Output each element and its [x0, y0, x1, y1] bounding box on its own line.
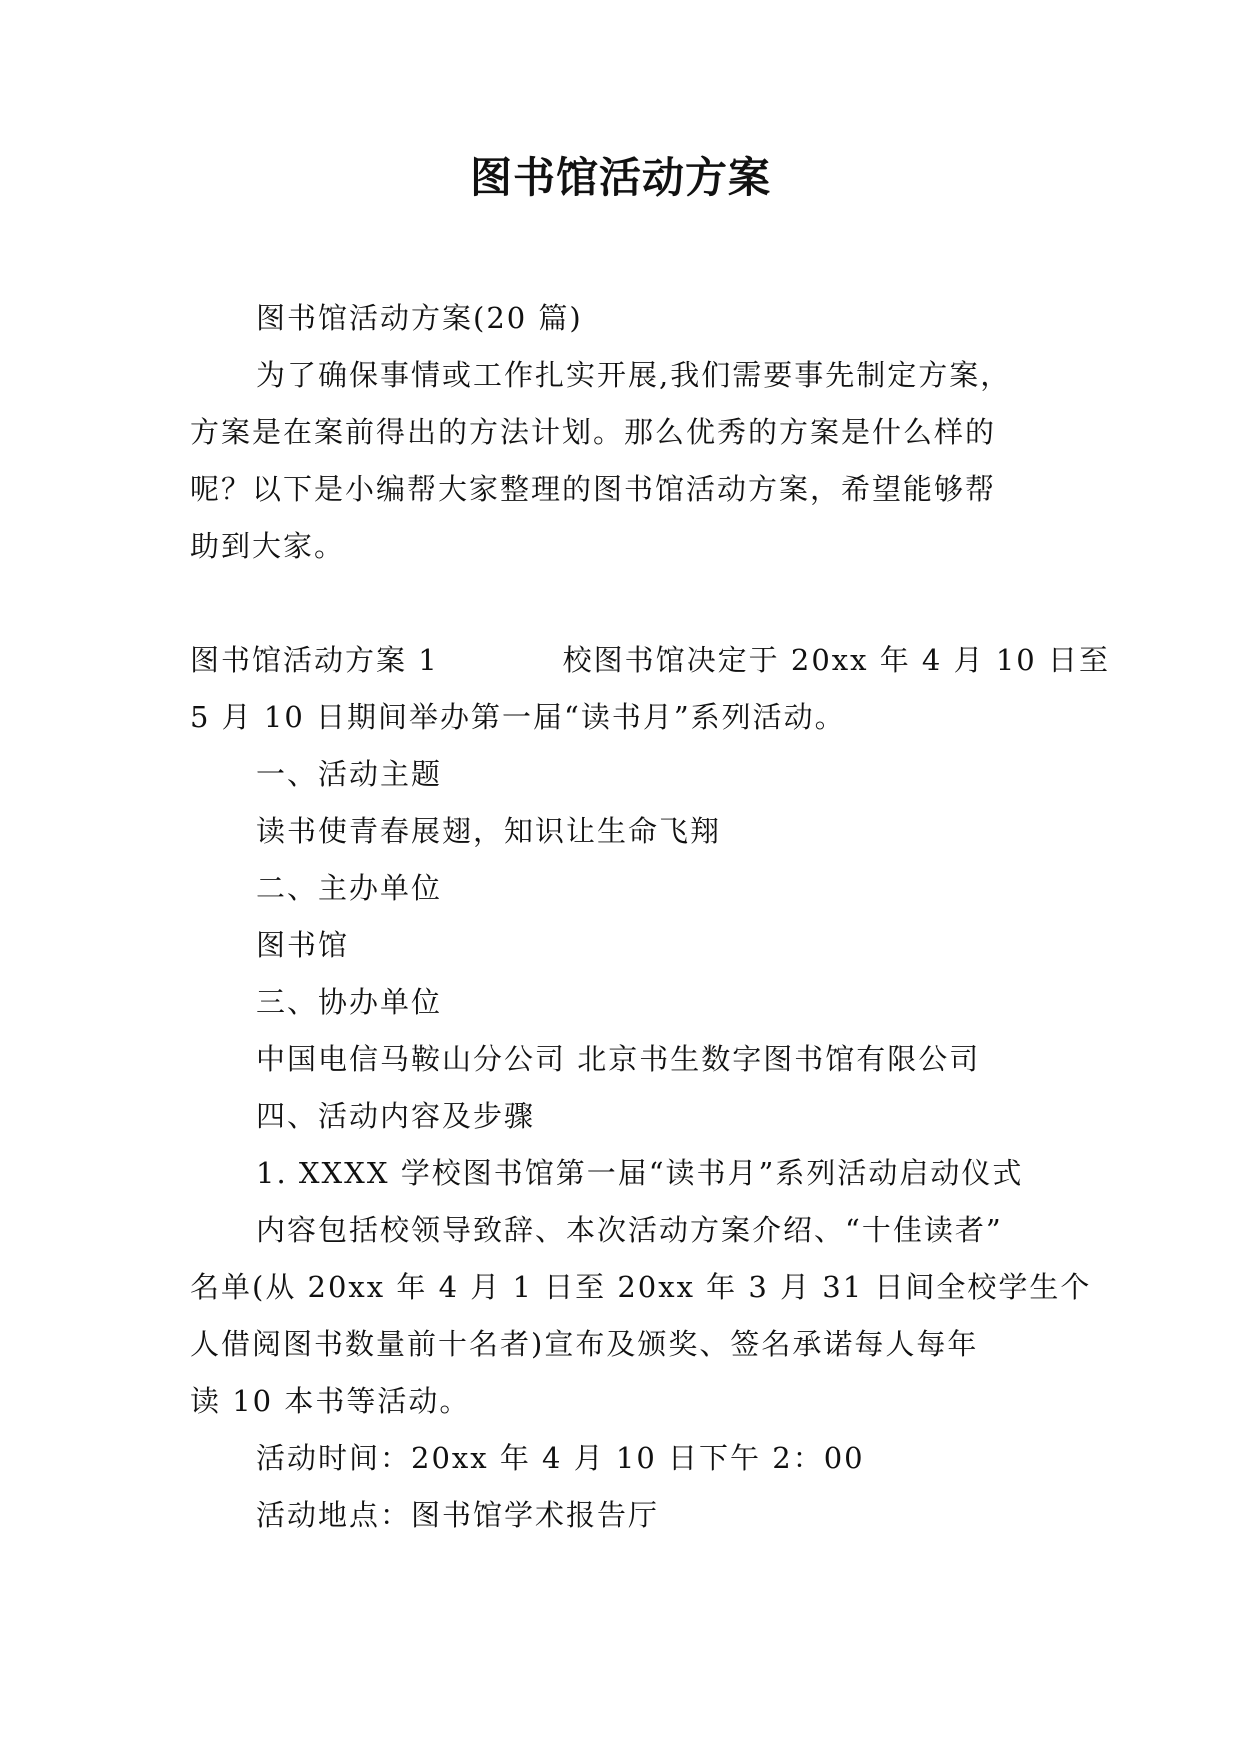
- list-heading-steps: 四、活动内容及步骤: [256, 1099, 536, 1133]
- list-heading-theme: 一、活动主题: [256, 757, 443, 791]
- body-line: 读书使青春展翅，知识让生命飞翔: [256, 814, 722, 848]
- subtitle-line: 图书馆活动方案(20 篇): [256, 301, 583, 335]
- body-line: 1. XXXX 学校图书馆第一届“读书月”系列活动启动仪式: [256, 1156, 1024, 1190]
- intro-line-3: 呢？以下是小编帮大家整理的图书馆活动方案，希望能够帮: [190, 472, 997, 506]
- intro-line-2: 方案是在案前得出的方法计划。那么优秀的方案是什么样的: [190, 415, 997, 449]
- list-heading-co-organizer: 三、协办单位: [256, 985, 443, 1019]
- body-line: 读 10 本书等活动。: [190, 1384, 471, 1418]
- list-heading-organizer: 二、主办单位: [256, 871, 443, 905]
- document-title: 图书馆活动方案: [469, 153, 771, 202]
- body-line: 人借阅图书数量前十名者)宣布及颁奖、签名承诺每人每年: [190, 1327, 979, 1361]
- event-time-line: 活动时间：20xx 年 4 月 10 日下午 2：00: [256, 1441, 865, 1475]
- body-line: 内容包括校领导致辞、本次活动方案介绍、“十佳读者”: [256, 1213, 1003, 1247]
- intro-line-1: 为了确保事情或工作扎实开展,我们需要事先制定方案，: [256, 358, 1012, 392]
- body-line: 中国电信马鞍山分公司 北京书生数字图书馆有限公司: [256, 1042, 981, 1076]
- body-line: 5 月 10 日期间举办第一届“读书月”系列活动。: [190, 700, 846, 734]
- section-heading-line: 图书馆活动方案 1 校图书馆决定于 20xx 年 4 月 10 日至: [190, 643, 1110, 677]
- body-line: 名单(从 20xx 年 4 月 1 日至 20xx 年 3 月 31 日间全校学生个: [190, 1270, 1092, 1304]
- intro-line-4: 助到大家。: [190, 529, 346, 563]
- body-line: 图书馆: [256, 928, 350, 962]
- event-location-line: 活动地点：图书馆学术报告厅: [256, 1498, 660, 1532]
